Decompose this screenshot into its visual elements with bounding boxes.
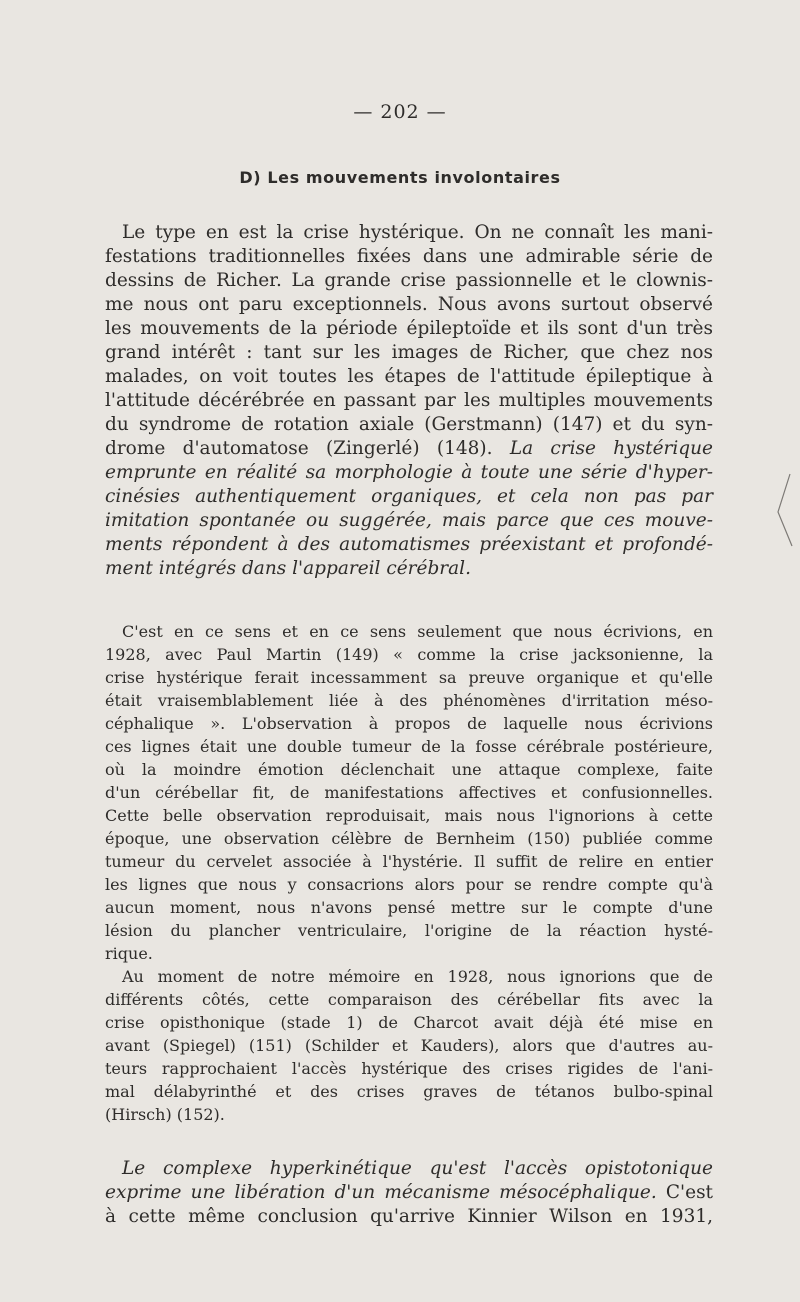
- italic-line: imitation spontanée ou suggérée, mais parce que ces mouve-: [105, 510, 713, 531]
- text-line: C'est en ce sens et en ce sens seulement que nous écrivions, en: [122, 622, 713, 641]
- text-line: dessins de Richer. La grande crise passionnelle et le clownis-: [105, 270, 713, 291]
- text-line: du syndrome de rotation axiale (Gerstmann) (147) et du syn-: [105, 414, 713, 435]
- text-line: les lignes que nous y consacrions alors pour se rendre compte qu'à: [105, 875, 713, 894]
- text-line: différents côtés, cette comparaison des cérébellar fits avec la: [105, 990, 713, 1009]
- text-line: aucun moment, nous n'avons pensé mettre sur le compte d'une: [105, 898, 713, 917]
- italic-line: ment intégrés dans l'appareil cérébral.: [105, 558, 471, 579]
- text-line: teurs rapprochaient l'accès hystérique des crises rigides de l'ani-: [105, 1059, 713, 1078]
- margin-pencil-mark: [768, 470, 800, 550]
- text-line: grand intérêt : tant sur les images de Richer, que chez nos: [105, 342, 713, 363]
- text-line: me nous ont paru exceptionnels. Nous avons surtout observé: [105, 294, 713, 315]
- text-line: Au moment de notre mémoire en 1928, nous ignorions que de: [122, 967, 713, 986]
- text-line: lésion du plancher ventriculaire, l'origine de la réaction hysté-: [105, 921, 713, 940]
- text-line: mal délabyrinthé et des crises graves de tétanos bulbo-spinal: [105, 1082, 713, 1101]
- text-line: les mouvements de la période épileptoïde et ils sont d'un très: [105, 318, 713, 339]
- text-line: où la moindre émotion déclenchait une attaque complexe, faite: [105, 760, 713, 779]
- page-number: — 202 —: [353, 101, 447, 123]
- text-line: malades, on voit toutes les étapes de l'attitude épileptique à: [105, 366, 713, 387]
- italic-line: Le complexe hyperkinétique qu'est l'accès opistotonique: [122, 1158, 713, 1179]
- section-heading: D) Les mouvements involontaires: [239, 168, 561, 187]
- italic-line: ments répondent à des automatismes préexistant et profondé-: [105, 534, 713, 555]
- text-line: époque, une observation célèbre de Bernheim (150) publiée comme: [105, 829, 713, 848]
- text-line: était vraisemblablement liée à des phénomènes d'irritation méso-: [105, 691, 713, 710]
- text-line: 1928, avec Paul Martin (149) « comme la crise jacksonienne, la: [105, 645, 713, 664]
- text-line: [105, 438, 713, 459]
- text-line: Cette belle observation reproduisait, mais nous l'ignorions à cette: [105, 806, 713, 825]
- text-line: ces lignes était une double tumeur de la fosse cérébrale postérieure,: [105, 737, 713, 756]
- italic-line: cinésies authentiquement organiques, et cela non pas par: [105, 486, 713, 507]
- text-line: d'un cérébellar fit, de manifestations affectives et confusionnelles.: [105, 783, 713, 802]
- text-line: crise hystérique ferait incessamment sa preuve organique et qu'elle: [105, 668, 713, 687]
- text-line: festations traditionnelles fixées dans une admirable série de: [105, 246, 713, 267]
- italic-line: emprunte en réalité sa morphologie à toute une série d'hyper-: [105, 462, 713, 483]
- italic-run: exprime une libération d'un mécanisme mésocéphalique.: [105, 1182, 657, 1203]
- text-run: C'est: [665, 1182, 713, 1203]
- text-line: avant (Spiegel) (151) (Schilder et Kauders), alors que d'autres au-: [105, 1036, 713, 1055]
- text-line: à cette même conclusion qu'arrive Kinnier Wilson en 1931,: [105, 1206, 713, 1227]
- text-run: drome d'automatose (Zingerlé) (148).: [105, 438, 493, 459]
- text-line: crise opisthonique (stade 1) de Charcot avait déjà été mise en: [105, 1013, 713, 1032]
- italic-run: La crise hystérique: [509, 438, 713, 459]
- text-line: (Hirsch) (152).: [105, 1105, 225, 1124]
- text-line: tumeur du cervelet associée à l'hystérie. Il suffit de relire en entier: [105, 852, 713, 871]
- text-line: l'attitude décérébrée en passant par les multiples mouvements: [105, 390, 713, 411]
- text-line: céphalique ». L'observation à propos de laquelle nous écrivions: [105, 714, 713, 733]
- text-line: [105, 1182, 713, 1203]
- text-line: rique.: [105, 944, 153, 963]
- text-line: Le type en est la crise hystérique. On ne connaît les mani-: [122, 222, 713, 243]
